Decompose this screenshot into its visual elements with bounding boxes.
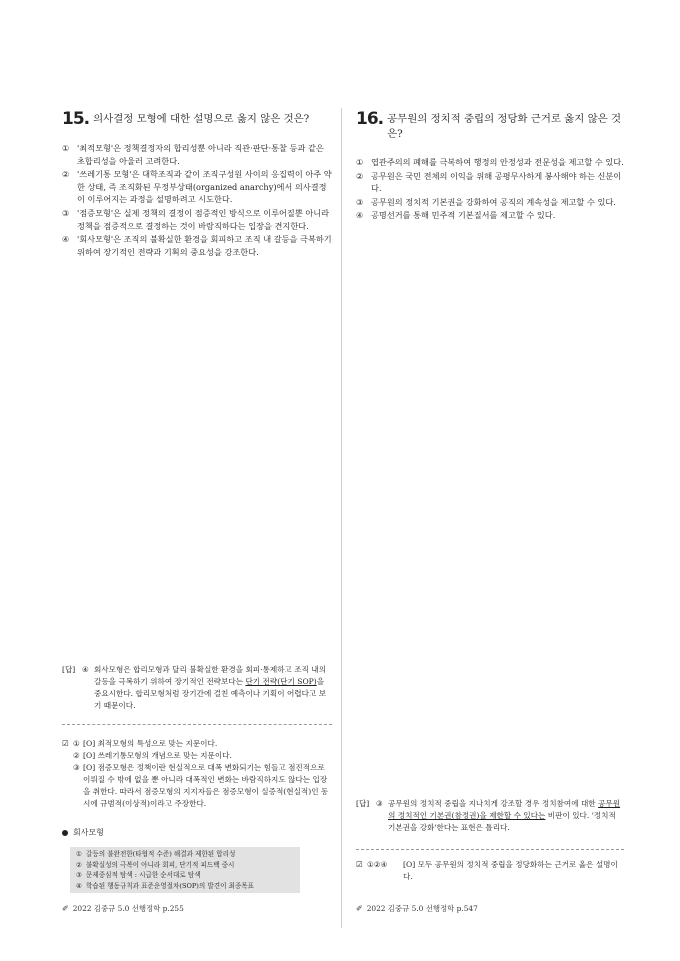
q16-option-1-text: 엽관주의의 폐해를 극복하여 행정의 안정성과 전문성을 제고할 수 있다. xyxy=(371,157,624,167)
checkbox-icon: ☑ xyxy=(356,860,363,869)
q15-note-item xyxy=(76,860,294,871)
q15-note-item xyxy=(76,849,294,860)
q15-exp-1-text: [O] 최적모형의 특성으로 맞는 지문이다. xyxy=(83,739,218,748)
q16-option-2[interactable] xyxy=(356,170,624,195)
q15-note-item-3-mark: ③ xyxy=(76,871,82,879)
q15-note-item-1-mark: ① xyxy=(76,850,82,858)
q15-answer-text-a: 회사모형은 합리모형과 달리 불확실한 환경을 회피·통제하고 조직 내의 갈등을 극복하기 위하여 장기적인 전략보다는 xyxy=(94,665,327,686)
q15-option-1[interactable] xyxy=(62,142,332,167)
q15-answer-text-b: 을 중요시한다. 합리모형처럼 장기간에 걸친 예측이나 기획이 어렵다고 보기 때문이다. xyxy=(94,677,327,710)
q15-option-1-mark: ① xyxy=(62,143,70,153)
question-15-text: 의사결정 모형에 대한 설명으로 옳지 않은 것은? xyxy=(93,113,310,125)
question-15-header xyxy=(62,110,332,128)
q16-answer-mark: ③ xyxy=(376,799,383,808)
q15-answer-mark: ④ xyxy=(82,665,89,674)
q16-answer-text-a: 공무원의 정치적 중립을 지나치게 강조할 경우 정치참여에 대한 xyxy=(388,799,599,808)
q15-exp-1-mark: ① xyxy=(73,739,80,748)
q16-option-3[interactable] xyxy=(356,196,624,209)
q15-note-item xyxy=(76,870,294,881)
q16-option-3-mark: ③ xyxy=(356,196,364,207)
bullet-icon xyxy=(62,830,68,836)
q16-option-2-text: 공무원은 국민 전체의 이익을 위해 공평무사하게 봉사해야 하는 신분이다. xyxy=(371,170,622,194)
q16-answer-body xyxy=(388,798,624,834)
q16-option-1-mark: ① xyxy=(356,157,364,167)
pen-icon: ✐ xyxy=(62,904,69,913)
q16-option-1[interactable] xyxy=(356,156,624,169)
q16-option-4-text: 공명선거를 통해 민주적 기본질서를 제고할 수 있다. xyxy=(371,210,556,221)
q16-option-2-mark: ② xyxy=(356,170,364,181)
question-15 xyxy=(62,110,332,259)
q15-note-item-3-text: 문제중심적 탐색 : 시급한 순서대로 탐색 xyxy=(86,871,201,879)
q15-option-3-text: '점증모형'은 실제 정책의 결정이 점증적인 방식으로 이루어질뿐 아니라 정책을 점증적으로 결정하는 것이 바람직하다는 입장을 견지한다. xyxy=(77,207,330,231)
q16-exp-text: [O] 모두 공무원의 정치적 중립을 정당화하는 근거로 옳은 설명이다. xyxy=(403,860,618,881)
q15-option-2-text: '쓰레기통 모형'은 대학조직과 같이 조직구성원 사이의 응집력이 아주 약한 상태, 즉 조직화된 무정부상태(organized anarchy)에서 의사결정이 이루어지는 과정을 설명하려고 시도한다. xyxy=(77,169,332,205)
q15-note-item-4-mark: ④ xyxy=(76,881,82,890)
q16-answer xyxy=(356,798,624,834)
q15-option-4[interactable] xyxy=(62,233,332,258)
question-16-options xyxy=(356,156,624,222)
q16-answer-label: [답] xyxy=(356,799,370,808)
q15-exp-2-text: [O] 쓰레기통모형의 개념으로 맞는 지문이다. xyxy=(83,751,232,760)
q15-answer-label: [답] xyxy=(62,665,76,674)
q15-option-2-mark: ② xyxy=(62,169,70,180)
question-16-text: 공무원의 정치적 중립의 정당화 근거로 옳지 않은 것은? xyxy=(387,113,622,140)
q15-note-item-2-text: 불확실성의 극복이 아니라 회피, 단기적 피드백 중시 xyxy=(86,860,235,869)
q15-explanation xyxy=(62,738,334,810)
q15-exp-3-mark: ③ xyxy=(73,763,80,772)
q16-separator xyxy=(356,849,624,850)
question-15-number: 15. xyxy=(62,109,90,129)
q16-option-3-text: 공무원의 정치적 기본권을 강화하여 공직의 계속성을 제고할 수 있다. xyxy=(371,196,616,207)
question-15-options xyxy=(62,142,332,258)
q15-note-box xyxy=(70,847,300,893)
checkbox-icon: ☑ xyxy=(62,739,69,748)
q16-source-text: 2022 김중규 5.0 선행정학 p.547 xyxy=(366,904,478,913)
q15-answer-underlined: 단기 전략(단기 SOP) xyxy=(245,677,317,686)
q15-separator xyxy=(62,724,332,725)
q15-option-3-mark: ③ xyxy=(62,207,70,218)
q15-source-text: 2022 김중규 5.0 선행정학 p.255 xyxy=(72,904,184,913)
q15-answer-body xyxy=(94,664,332,712)
column-divider xyxy=(341,108,342,928)
q15-note-title: 회사모형 xyxy=(73,828,104,837)
q15-option-1-text: '최적모형'은 정책결정자의 합리성뿐 아니라 직관·판단·통찰 등과 같은 초합리성을 아울러 고려한다. xyxy=(77,143,324,166)
q16-exp-mark: ①②④ xyxy=(367,860,388,869)
q16-option-4-mark: ④ xyxy=(356,210,364,221)
q15-option-4-text: '회사모형'은 조직의 불확실한 환경을 회피하고 조직 내 갈등을 극복하기 위하여 장기적인 전략과 기획의 중요성을 강조한다. xyxy=(77,234,332,257)
q15-note-item-1-text: 갈등의 불완전한(타협적 수준) 해결과 제한된 합리성 xyxy=(86,850,236,858)
q16-source xyxy=(356,903,478,914)
q16-answer-underlined: 공무원의 정치적인 기본권(참정권)을 제한할 수 있다는 xyxy=(388,799,621,820)
q15-note-item xyxy=(76,881,294,892)
q16-explanation xyxy=(356,859,624,883)
pen-icon: ✐ xyxy=(356,904,363,913)
q15-exp-3-text: [O] 점증모형은 정책이란 현실적으로 대폭 변화되기는 힘들고 점진적으로 이뤄질 수 밖에 없을 뿐 아니라 대폭적인 변화는 바람직하지도 않다는 입장을 취한다. 따라서 점증모형의 지지자들은 점증모형이 실증적(현실적)인 동시에 규범적(이상적)이라고 주장한다. xyxy=(83,763,329,808)
question-16 xyxy=(356,110,624,223)
q16-answer-text-b: 비판이 있다. '정치적 기본권을 강화'한다는 표현은 틀리다. xyxy=(388,811,616,832)
question-16-number: 16. xyxy=(356,109,384,129)
q15-exp-2-mark: ② xyxy=(73,751,80,760)
q15-option-4-mark: ④ xyxy=(62,234,70,245)
q15-source xyxy=(62,903,184,914)
q15-note-item-2-mark: ② xyxy=(76,860,82,869)
q15-note-item-4-text: 학습된 행동규칙과 표준운영절차(SOP)의 발견이 최종목표 xyxy=(86,881,255,890)
q15-option-3[interactable] xyxy=(62,207,332,232)
q15-option-2[interactable] xyxy=(62,168,332,206)
q16-option-4[interactable] xyxy=(356,209,624,222)
question-16-header xyxy=(356,110,624,142)
q15-note-header xyxy=(62,827,104,838)
q15-answer xyxy=(62,664,332,712)
